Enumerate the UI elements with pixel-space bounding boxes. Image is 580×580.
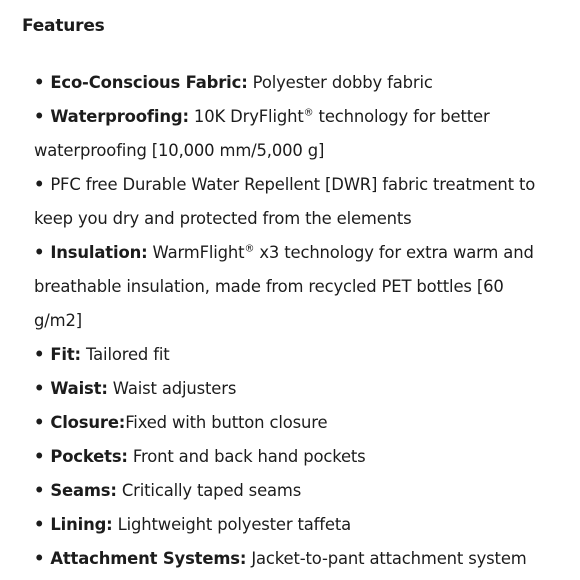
feature-item-attachment-systems — [34, 542, 554, 576]
feature-item-seams — [34, 474, 554, 508]
feature-text: WarmFlight — [147, 243, 245, 262]
feature-label: Fit: — [50, 345, 81, 364]
bullet: • — [34, 107, 45, 126]
feature-label: Attachment Systems: — [50, 549, 247, 568]
bullet: • — [34, 175, 45, 194]
bullet: • — [34, 413, 45, 432]
feature-item-pfc-free-dwr — [34, 168, 554, 236]
bullet: • — [34, 73, 45, 92]
feature-label: Waterproofing: — [50, 107, 189, 126]
registered-mark: ® — [244, 243, 255, 255]
feature-item-fit — [34, 338, 554, 372]
feature-item-eco-conscious-fabric — [34, 66, 554, 100]
feature-text: PFC free Durable Water Repellent [DWR] fabric treatment to keep you dry and protected from the elements — [34, 175, 536, 228]
feature-item-lining — [34, 508, 554, 542]
feature-item-waterproofing — [34, 100, 554, 168]
feature-text: Tailored fit — [80, 345, 170, 364]
feature-label: Lining: — [50, 515, 113, 534]
feature-label: Pockets: — [50, 447, 128, 466]
feature-label: Closure: — [50, 413, 126, 432]
bullet: • — [34, 379, 45, 398]
feature-item-waist — [34, 372, 554, 406]
bullet: • — [34, 345, 45, 364]
feature-text: Polyester dobby fabric — [247, 73, 433, 92]
bullet: • — [34, 447, 45, 466]
feature-text: Critically taped seams — [116, 481, 302, 500]
feature-text-continued: x3 technology for extra warm and breathable insulation, made from recycled PET bottles [60 g/m2] — [34, 243, 534, 330]
feature-text-continued: technology for better waterproofing [10,000 mm/5,000 g] — [34, 107, 490, 160]
feature-label: Eco-Conscious Fabric: — [50, 73, 248, 92]
features-heading: Features — [22, 16, 105, 36]
feature-item-closure — [34, 406, 554, 440]
feature-text: Waist adjusters — [107, 379, 237, 398]
feature-item-pockets — [34, 440, 554, 474]
feature-label: Insulation: — [50, 243, 148, 262]
feature-text: Jacket-to-pant attachment system — [246, 549, 527, 568]
bullet: • — [34, 549, 45, 568]
bullet: • — [34, 515, 45, 534]
feature-label: Waist: — [50, 379, 108, 398]
feature-label: Seams: — [50, 481, 117, 500]
features-list — [34, 66, 554, 576]
feature-text: Fixed with button closure — [125, 413, 328, 432]
bullet: • — [34, 481, 45, 500]
feature-item-insulation — [34, 236, 554, 338]
registered-mark: ® — [303, 107, 314, 119]
feature-text: 10K DryFlight — [188, 107, 304, 126]
bullet: • — [34, 243, 45, 262]
feature-text: Lightweight polyester taffeta — [112, 515, 352, 534]
feature-text: Front and back hand pockets — [127, 447, 366, 466]
